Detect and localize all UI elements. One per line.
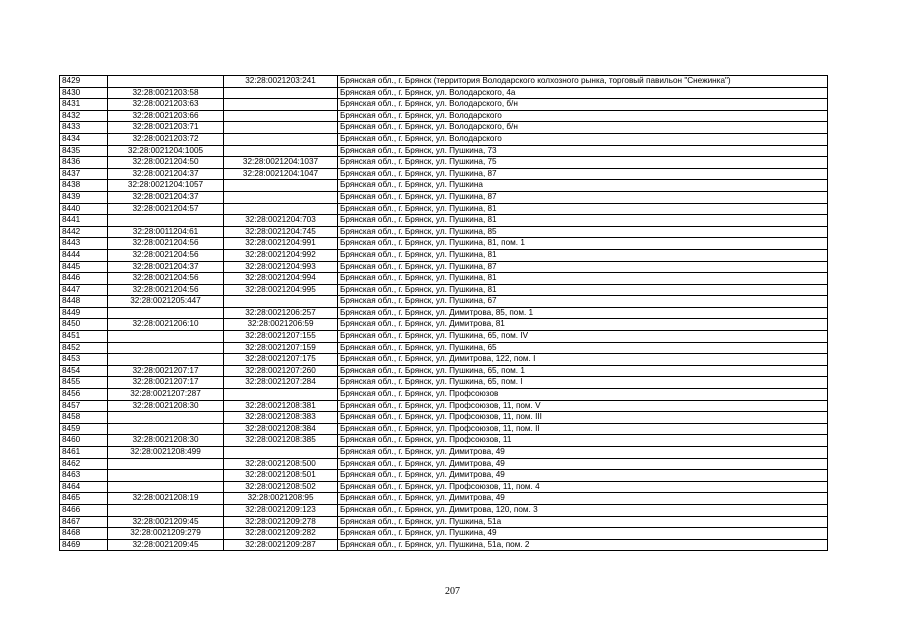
table-row (60, 319, 828, 331)
table-row (60, 168, 828, 180)
previous-cadastral-number-cell: 32:28:0021204:56 (108, 273, 224, 285)
address-cell: Брянская обл., г. Брянск, ул. Профсоюзов, 11 (338, 435, 828, 447)
address-cell: Брянская обл., г. Брянск, ул. Профсоюзов, 11, пом. 4 (338, 481, 828, 493)
table-row (60, 133, 828, 145)
row-number-cell: 8434 (60, 133, 108, 145)
address-cell: Брянская обл., г. Брянск, ул. Володарского, б/н (338, 122, 828, 134)
cadastral-number-cell: 32:28:0021204:994 (224, 273, 338, 285)
previous-cadastral-number-cell: 32:28:0011204:61 (108, 226, 224, 238)
previous-cadastral-number-cell (108, 354, 224, 366)
cadastral-number-cell: 32:28:0021207:159 (224, 342, 338, 354)
previous-cadastral-number-cell: 32:28:0021208:30 (108, 435, 224, 447)
table-row (60, 307, 828, 319)
address-cell: Брянская обл., г. Брянск, ул. Пушкина, 81 (338, 215, 828, 227)
table-row (60, 157, 828, 169)
row-number-cell: 8465 (60, 493, 108, 505)
previous-cadastral-number-cell: 32:28:0021209:279 (108, 528, 224, 540)
address-cell: Брянская обл., г. Брянск, ул. Пушкина, 49 (338, 528, 828, 540)
address-cell: Брянская обл., г. Брянск, ул. Володарского, б/н (338, 99, 828, 111)
cadastral-number-cell: 32:28:0021206:59 (224, 319, 338, 331)
row-number-cell: 8452 (60, 342, 108, 354)
address-cell: Брянская обл., г. Брянск, ул. Профсоюзов (338, 389, 828, 401)
cadastral-number-cell (224, 99, 338, 111)
table-row (60, 215, 828, 227)
address-cell: Брянская обл., г. Брянск, ул. Димитрова, 49 (338, 470, 828, 482)
table-row (60, 180, 828, 192)
address-cell: Брянская обл., г. Брянск, ул. Пушкина, 51а (338, 516, 828, 528)
previous-cadastral-number-cell: 32:28:0021204:56 (108, 249, 224, 261)
table-row (60, 296, 828, 308)
cadastral-number-cell (224, 145, 338, 157)
address-cell: Брянская обл., г. Брянск, ул. Пушкина, 81 (338, 273, 828, 285)
cadastral-number-cell (224, 133, 338, 145)
row-number-cell: 8467 (60, 516, 108, 528)
previous-cadastral-number-cell: 32:28:0021209:45 (108, 516, 224, 528)
cadastral-number-cell: 32:28:0021209:123 (224, 504, 338, 516)
address-cell: Брянская обл., г. Брянск, ул. Пушкина, 75 (338, 157, 828, 169)
row-number-cell: 8459 (60, 423, 108, 435)
row-number-cell: 8455 (60, 377, 108, 389)
table-row (60, 389, 828, 401)
table-row (60, 203, 828, 215)
registry-table-body (60, 76, 828, 551)
row-number-cell: 8439 (60, 191, 108, 203)
row-number-cell: 8444 (60, 249, 108, 261)
cadastral-number-cell (224, 203, 338, 215)
row-number-cell: 8468 (60, 528, 108, 540)
table-row (60, 435, 828, 447)
cadastral-number-cell: 32:28:0021204:745 (224, 226, 338, 238)
previous-cadastral-number-cell (108, 307, 224, 319)
table-row (60, 145, 828, 157)
row-number-cell: 8440 (60, 203, 108, 215)
previous-cadastral-number-cell (108, 331, 224, 343)
row-number-cell: 8463 (60, 470, 108, 482)
address-cell: Брянская обл., г. Брянск, ул. Пушкина, 87 (338, 191, 828, 203)
cadastral-number-cell: 32:28:0021208:384 (224, 423, 338, 435)
address-cell: Брянская обл., г. Брянск (территория Володарского колхозного рынка, торговый павильон "Снежинка") (338, 76, 828, 88)
row-number-cell: 8457 (60, 400, 108, 412)
address-cell: Брянская обл., г. Брянск, ул. Профсоюзов, 11, пом. III (338, 412, 828, 424)
address-cell: Брянская обл., г. Брянск, ул. Профсоюзов, 11, пом. V (338, 400, 828, 412)
previous-cadastral-number-cell: 32:28:0021203:63 (108, 99, 224, 111)
cadastral-number-cell: 32:28:0021207:260 (224, 365, 338, 377)
previous-cadastral-number-cell: 32:28:0021208:19 (108, 493, 224, 505)
table-row (60, 365, 828, 377)
table-row (60, 122, 828, 134)
cadastral-number-cell: 32:28:0021208:383 (224, 412, 338, 424)
address-cell: Брянская обл., г. Брянск, ул. Пушкина, 65, пом. IV (338, 331, 828, 343)
row-number-cell: 8453 (60, 354, 108, 366)
address-cell: Брянская обл., г. Брянск, ул. Димитрова, 49 (338, 447, 828, 459)
previous-cadastral-number-cell: 32:28:0021209:45 (108, 539, 224, 551)
previous-cadastral-number-cell: 32:28:0021204:56 (108, 284, 224, 296)
page-number: 207 (445, 586, 460, 597)
address-cell: Брянская обл., г. Брянск, ул. Димитрова, 120, пом. 3 (338, 504, 828, 516)
cadastral-number-cell (224, 87, 338, 99)
cadastral-number-cell: 32:28:0021204:993 (224, 261, 338, 273)
cadastral-number-cell: 32:28:0021208:501 (224, 470, 338, 482)
previous-cadastral-number-cell: 32:28:0021204:57 (108, 203, 224, 215)
table-row (60, 516, 828, 528)
table-row (60, 470, 828, 482)
address-cell: Брянская обл., г. Брянск, ул. Пушкина, 87 (338, 261, 828, 273)
row-number-cell: 8438 (60, 180, 108, 192)
table-row (60, 458, 828, 470)
row-number-cell: 8448 (60, 296, 108, 308)
previous-cadastral-number-cell (108, 412, 224, 424)
previous-cadastral-number-cell: 32:28:0021203:66 (108, 110, 224, 122)
table-row (60, 447, 828, 459)
table-row (60, 99, 828, 111)
cadastral-number-cell: 32:28:0021204:992 (224, 249, 338, 261)
address-cell: Брянская обл., г. Брянск, ул. Пушкина, 85 (338, 226, 828, 238)
previous-cadastral-number-cell: 32:28:0021204:37 (108, 191, 224, 203)
table-row (60, 342, 828, 354)
row-number-cell: 8446 (60, 273, 108, 285)
address-cell: Брянская обл., г. Брянск, ул. Пушкина (338, 180, 828, 192)
previous-cadastral-number-cell (108, 423, 224, 435)
previous-cadastral-number-cell (108, 76, 224, 88)
cadastral-number-cell: 32:28:0021204:1047 (224, 168, 338, 180)
cadastral-number-cell: 32:28:0021204:991 (224, 238, 338, 250)
row-number-cell: 8466 (60, 504, 108, 516)
row-number-cell: 8437 (60, 168, 108, 180)
row-number-cell: 8445 (60, 261, 108, 273)
address-cell: Брянская обл., г. Брянск, ул. Пушкина, 67 (338, 296, 828, 308)
previous-cadastral-number-cell (108, 481, 224, 493)
row-number-cell: 8469 (60, 539, 108, 551)
row-number-cell: 8435 (60, 145, 108, 157)
cadastral-number-cell: 32:28:0021208:502 (224, 481, 338, 493)
address-cell: Брянская обл., г. Брянск, ул. Володарского, 4а (338, 87, 828, 99)
table-row (60, 238, 828, 250)
row-number-cell: 8429 (60, 76, 108, 88)
table-row (60, 226, 828, 238)
address-cell: Брянская обл., г. Брянск, ул. Пушкина, 81 (338, 284, 828, 296)
address-cell: Брянская обл., г. Брянск, ул. Димитрова, 49 (338, 458, 828, 470)
table-row (60, 377, 828, 389)
previous-cadastral-number-cell: 32:28:0021204:56 (108, 238, 224, 250)
table-row (60, 76, 828, 88)
previous-cadastral-number-cell: 32:28:0021204:37 (108, 168, 224, 180)
previous-cadastral-number-cell: 32:28:0021204:1005 (108, 145, 224, 157)
table-row (60, 87, 828, 99)
cadastral-number-cell: 32:28:0021208:500 (224, 458, 338, 470)
row-number-cell: 8447 (60, 284, 108, 296)
cadastral-number-cell: 32:28:0021204:1037 (224, 157, 338, 169)
table-row (60, 423, 828, 435)
previous-cadastral-number-cell (108, 215, 224, 227)
address-cell: Брянская обл., г. Брянск, ул. Димитрова, 85, пом. 1 (338, 307, 828, 319)
cadastral-number-cell: 32:28:0021209:287 (224, 539, 338, 551)
row-number-cell: 8442 (60, 226, 108, 238)
previous-cadastral-number-cell: 32:28:0021207:17 (108, 377, 224, 389)
address-cell: Брянская обл., г. Брянск, ул. Димитрова, 122, пом. I (338, 354, 828, 366)
previous-cadastral-number-cell (108, 470, 224, 482)
table-row (60, 273, 828, 285)
previous-cadastral-number-cell: 32:28:0021203:72 (108, 133, 224, 145)
table-row (60, 528, 828, 540)
row-number-cell: 8464 (60, 481, 108, 493)
address-cell: Брянская обл., г. Брянск, ул. Димитрова, 49 (338, 493, 828, 505)
cadastral-registry-table (59, 75, 828, 551)
row-number-cell: 8454 (60, 365, 108, 377)
cadastral-number-cell: 32:28:0021209:278 (224, 516, 338, 528)
table-row (60, 504, 828, 516)
previous-cadastral-number-cell: 32:28:0021204:37 (108, 261, 224, 273)
cadastral-number-cell: 32:28:0021208:385 (224, 435, 338, 447)
address-cell: Брянская обл., г. Брянск, ул. Пушкина, 73 (338, 145, 828, 157)
previous-cadastral-number-cell (108, 458, 224, 470)
address-cell: Брянская обл., г. Брянск, ул. Пушкина, 51а, пом. 2 (338, 539, 828, 551)
table-row (60, 110, 828, 122)
address-cell: Брянская обл., г. Брянск, ул. Димитрова, 81 (338, 319, 828, 331)
cadastral-number-cell (224, 447, 338, 459)
cadastral-number-cell: 32:28:0021207:155 (224, 331, 338, 343)
address-cell: Брянская обл., г. Брянск, ул. Пушкина, 65, пом. I (338, 377, 828, 389)
cadastral-number-cell (224, 180, 338, 192)
table-row (60, 493, 828, 505)
row-number-cell: 8456 (60, 389, 108, 401)
row-number-cell: 8462 (60, 458, 108, 470)
table-row (60, 539, 828, 551)
previous-cadastral-number-cell (108, 504, 224, 516)
row-number-cell: 8451 (60, 331, 108, 343)
cadastral-number-cell (224, 191, 338, 203)
table-row (60, 191, 828, 203)
address-cell: Брянская обл., г. Брянск, ул. Володарского (338, 133, 828, 145)
previous-cadastral-number-cell: 32:28:0021208:30 (108, 400, 224, 412)
previous-cadastral-number-cell: 32:28:0021207:17 (108, 365, 224, 377)
previous-cadastral-number-cell: 32:28:0021204:50 (108, 157, 224, 169)
table-row (60, 481, 828, 493)
cadastral-number-cell: 32:28:0021209:282 (224, 528, 338, 540)
cadastral-number-cell (224, 122, 338, 134)
address-cell: Брянская обл., г. Брянск, ул. Пушкина, 65 (338, 342, 828, 354)
row-number-cell: 8443 (60, 238, 108, 250)
previous-cadastral-number-cell: 32:28:0021204:1057 (108, 180, 224, 192)
row-number-cell: 8450 (60, 319, 108, 331)
address-cell: Брянская обл., г. Брянск, ул. Пушкина, 87 (338, 168, 828, 180)
table-row (60, 412, 828, 424)
address-cell: Брянская обл., г. Брянск, ул. Пушкина, 81, пом. 1 (338, 238, 828, 250)
table-row (60, 249, 828, 261)
cadastral-number-cell (224, 389, 338, 401)
row-number-cell: 8433 (60, 122, 108, 134)
table-row (60, 284, 828, 296)
previous-cadastral-number-cell: 32:28:0021206:10 (108, 319, 224, 331)
previous-cadastral-number-cell: 32:28:0021207:287 (108, 389, 224, 401)
cadastral-number-cell: 32:28:0021208:95 (224, 493, 338, 505)
row-number-cell: 8461 (60, 447, 108, 459)
row-number-cell: 8441 (60, 215, 108, 227)
table-row (60, 261, 828, 273)
address-cell: Брянская обл., г. Брянск, ул. Профсоюзов, 11, пом. II (338, 423, 828, 435)
table-row (60, 354, 828, 366)
previous-cadastral-number-cell (108, 342, 224, 354)
address-cell: Брянская обл., г. Брянск, ул. Пушкина, 65, пом. 1 (338, 365, 828, 377)
row-number-cell: 8449 (60, 307, 108, 319)
row-number-cell: 8458 (60, 412, 108, 424)
address-cell: Брянская обл., г. Брянск, ул. Пушкина, 81 (338, 249, 828, 261)
address-cell: Брянская обл., г. Брянск, ул. Пушкина, 81 (338, 203, 828, 215)
previous-cadastral-number-cell: 32:28:0021208:499 (108, 447, 224, 459)
table-row (60, 400, 828, 412)
table-row (60, 331, 828, 343)
previous-cadastral-number-cell: 32:28:0021203:71 (108, 122, 224, 134)
row-number-cell: 8430 (60, 87, 108, 99)
cadastral-number-cell: 32:28:0021206:257 (224, 307, 338, 319)
cadastral-number-cell: 32:28:0021208:381 (224, 400, 338, 412)
cadastral-number-cell: 32:28:0021203:241 (224, 76, 338, 88)
row-number-cell: 8431 (60, 99, 108, 111)
row-number-cell: 8432 (60, 110, 108, 122)
previous-cadastral-number-cell: 32:28:0021205:447 (108, 296, 224, 308)
cadastral-number-cell (224, 110, 338, 122)
previous-cadastral-number-cell: 32:28:0021203:58 (108, 87, 224, 99)
cadastral-number-cell: 32:28:0021207:175 (224, 354, 338, 366)
cadastral-number-cell: 32:28:0021204:703 (224, 215, 338, 227)
row-number-cell: 8460 (60, 435, 108, 447)
row-number-cell: 8436 (60, 157, 108, 169)
address-cell: Брянская обл., г. Брянск, ул. Володарского (338, 110, 828, 122)
cadastral-number-cell: 32:28:0021204:995 (224, 284, 338, 296)
cadastral-number-cell (224, 296, 338, 308)
cadastral-number-cell: 32:28:0021207:284 (224, 377, 338, 389)
